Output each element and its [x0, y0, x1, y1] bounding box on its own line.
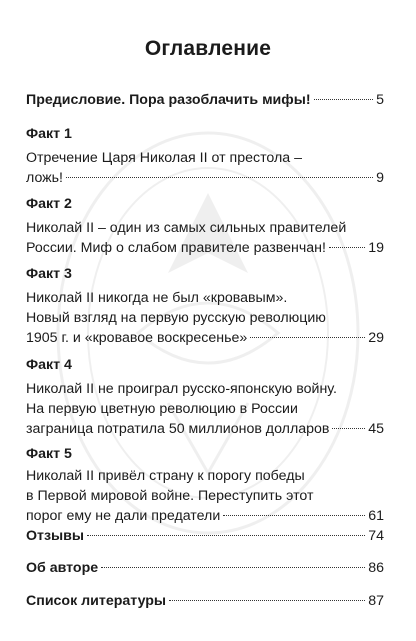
fact-heading: Факт 1 — [26, 126, 72, 142]
page-number: 86 — [368, 560, 384, 576]
toc-entry-about[interactable] — [26, 558, 384, 578]
entry-text-line: ложь! — [26, 170, 63, 186]
dot-leader — [250, 337, 365, 338]
entry-text-line: Отречение Царя Николая II от престола – — [26, 150, 302, 166]
page-number: 9 — [376, 170, 384, 186]
fact-heading: Факт 5 — [26, 446, 72, 462]
dot-leader — [314, 99, 374, 100]
page-number: 19 — [368, 240, 384, 256]
toc-entry-fact-2[interactable] — [26, 194, 384, 258]
toc-entry-preface[interactable] — [26, 90, 384, 110]
entry-text-line: 1905 г. и «кровавое воскресенье» — [26, 330, 248, 346]
dot-leader — [101, 567, 365, 568]
dot-leader — [87, 535, 365, 536]
entry-text-line: порог ему не дали предатели — [26, 508, 221, 524]
entry-text-line: в Первой мировой войне. Переступить этот — [26, 488, 314, 504]
toc-entry-bibliography[interactable] — [26, 591, 384, 611]
page-number: 45 — [368, 421, 384, 437]
toc-entry-fact-5[interactable] — [26, 444, 384, 526]
dot-leader — [332, 428, 365, 429]
entry-text-line: Николай II никогда не был «кровавым». — [26, 290, 288, 306]
toc-entry-fact-1[interactable] — [26, 124, 384, 188]
dot-leader — [223, 515, 365, 516]
about-label: Об авторе — [26, 560, 99, 576]
entry-text-line: Николай II привёл страну к порогу победы — [26, 468, 305, 484]
entry-text-line: России. Миф о слабом правителе развенчан! — [26, 240, 326, 256]
toc-entry-fact-3[interactable] — [26, 264, 384, 348]
fact-heading: Факт 3 — [26, 266, 72, 282]
fact-heading: Факт 2 — [26, 196, 72, 212]
dot-leader — [169, 600, 365, 601]
entry-text-line: Николай II – один из самых сильных правителей — [26, 220, 347, 236]
fact-heading: Факт 4 — [26, 357, 72, 373]
page-number: 87 — [368, 593, 384, 609]
entry-text-line: Новый взгляд на первую русскую революцию — [26, 310, 326, 326]
page-number: 5 — [376, 92, 384, 108]
toc-entry-reviews[interactable] — [26, 526, 384, 546]
bibliography-label: Список литературы — [26, 593, 167, 609]
dot-leader — [329, 247, 365, 248]
entry-text-line: Николай II не проиграл русско-японскую войну. — [26, 381, 337, 397]
toc-entry-fact-4[interactable] — [26, 355, 384, 439]
preface-label: Предисловие. Пора разоблачить мифы! — [26, 92, 311, 108]
entry-text-line: заграница потратила 50 миллионов долларов — [26, 421, 330, 437]
page-number: 29 — [368, 330, 384, 346]
page-number: 61 — [368, 508, 384, 524]
entry-text-line: На первую цветную революцию в России — [26, 401, 298, 417]
page-title: Оглавление — [144, 37, 272, 60]
reviews-label: Отзывы — [26, 528, 84, 544]
dot-leader — [66, 177, 373, 178]
page-number: 74 — [368, 528, 384, 544]
